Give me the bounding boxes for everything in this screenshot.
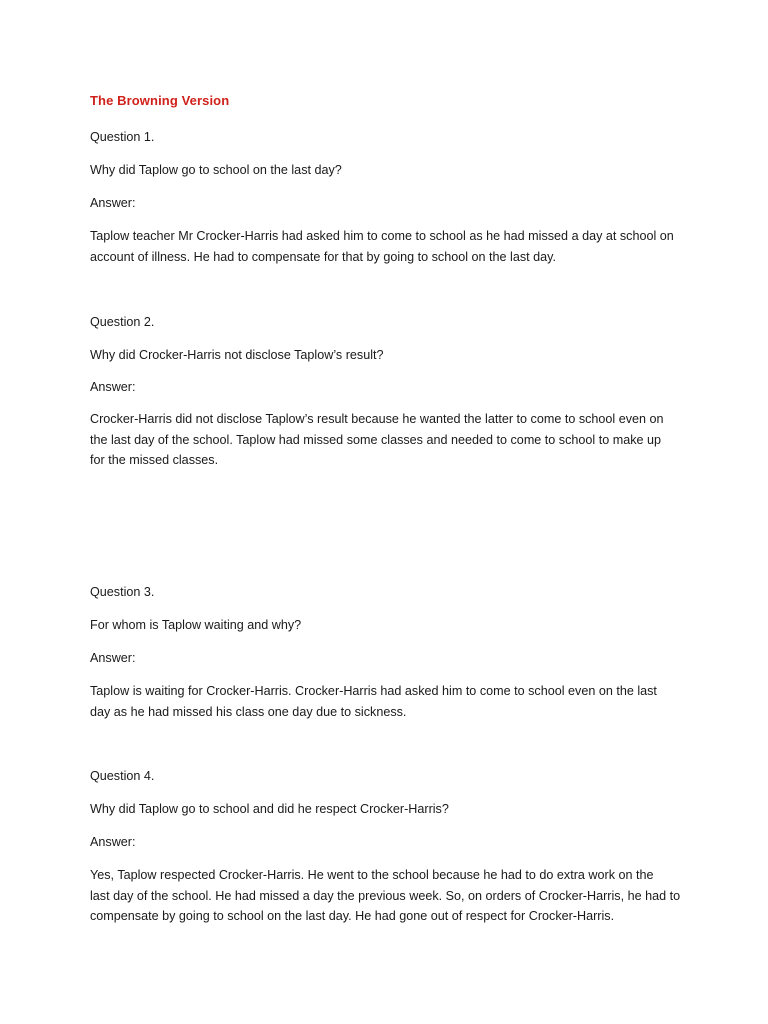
answer-4-label: Answer: [90,835,136,849]
answer-4-text [90,865,690,927]
answer-3-text [90,681,690,722]
answer-3-label: Answer: [90,651,136,665]
document-title: The Browning Version [90,93,230,108]
answer-4-line-3: compensate by going to school on the last day. He had gone out of respect for Crocker-Harris. [90,909,615,924]
question-1-label: Question 1. [90,130,155,144]
question-1-text: Why did Taplow go to school on the last day? [90,163,342,177]
answer-2-line-2: the last day of the school. Taplow had missed some classes and needed to come to school to make up [90,432,662,447]
question-2-label: Question 2. [90,315,155,329]
question-4-label: Question 4. [90,769,155,783]
answer-3-line-2: day as he had missed his class one day due to sickness. [90,704,407,719]
answer-4-line-2: last day of the school. He had missed a day the previous week. So, on orders of Crocker-Harris, he had to [90,888,681,903]
question-2-text: Why did Crocker-Harris not disclose Taplow’s result? [90,348,384,362]
question-3-text: For whom is Taplow waiting and why? [90,618,302,632]
answer-2-label: Answer: [90,380,136,394]
answer-1-line-1: Taplow teacher Mr Crocker-Harris had asked him to come to school as he had missed a day at school on [90,229,674,243]
answer-2-line-3: for the missed classes. [90,453,219,468]
answer-1-text [90,226,690,267]
answer-1-line-2: account of illness. He had to compensate for that by going to school on the last day. [90,249,557,264]
answer-2-text [90,409,690,471]
question-3-label: Question 3. [90,585,155,599]
answer-3-line-1: Taplow is waiting for Crocker-Harris. Crocker-Harris had asked him to come to school even on the last [90,684,657,698]
answer-1-label: Answer: [90,196,136,210]
question-4-text: Why did Taplow go to school and did he respect Crocker-Harris? [90,802,449,816]
answer-4-line-1: Yes, Taplow respected Crocker-Harris. He went to the school because he had to do extra work on the [90,868,654,882]
answer-2-line-1: Crocker-Harris did not disclose Taplow’s result because he wanted the latter to come to school even on [90,412,664,426]
